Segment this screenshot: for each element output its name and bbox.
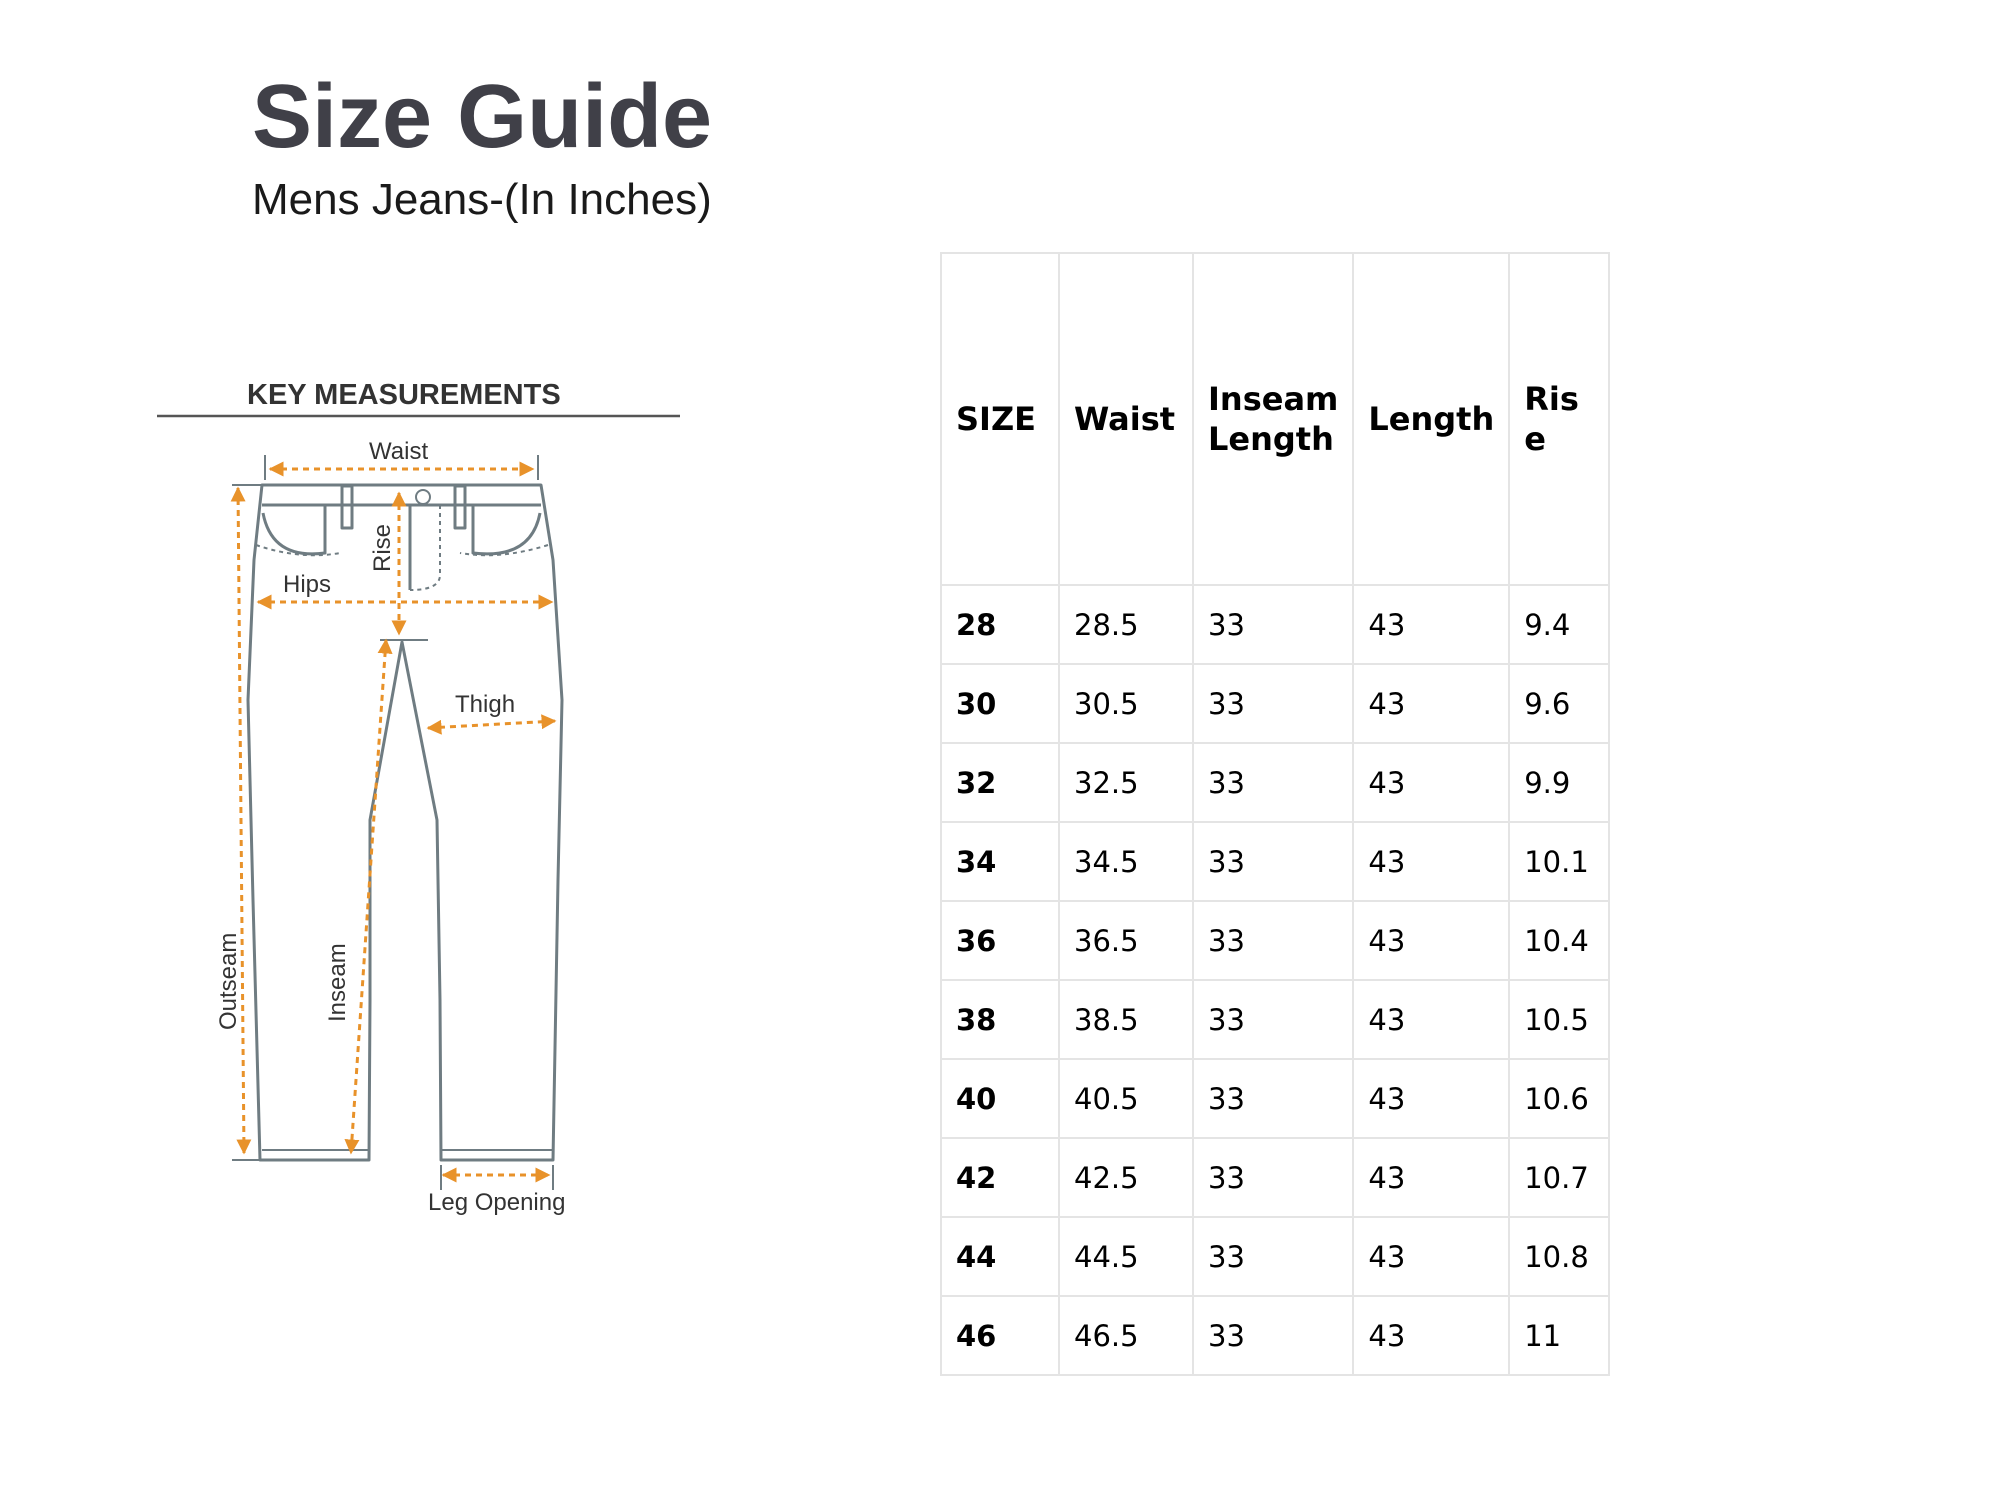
table-row: [941, 822, 1609, 901]
page-subtitle: Mens Jeans-(In Inches): [252, 175, 712, 224]
table-cell: 10.7: [1509, 1138, 1609, 1217]
rise-label: Rise: [369, 523, 396, 572]
table-cell: 34.5: [1059, 822, 1193, 901]
table-cell: 33: [1193, 901, 1353, 980]
hips-label: Hips: [283, 571, 332, 598]
table-cell: 33: [1193, 743, 1353, 822]
table-cell: 44.5: [1059, 1217, 1193, 1296]
table-cell: 11: [1509, 1296, 1609, 1375]
table-cell: 43: [1353, 743, 1509, 822]
table-cell: 44: [941, 1217, 1059, 1296]
table-cell: 33: [1193, 664, 1353, 743]
outseam-arrow: [238, 488, 244, 1153]
table-cell: 43: [1353, 822, 1509, 901]
table-cell: 9.9: [1509, 743, 1609, 822]
table-row: [941, 1138, 1609, 1217]
table-cell: 33: [1193, 1296, 1353, 1375]
table-cell: 30: [941, 664, 1059, 743]
table-cell: 42.5: [1059, 1138, 1193, 1217]
leg-opening-label: Leg Opening: [428, 1189, 566, 1216]
table-cell: 33: [1193, 1217, 1353, 1296]
table-row: [941, 901, 1609, 980]
table-row: [941, 1217, 1609, 1296]
table-cell: 9.4: [1509, 585, 1609, 664]
page-title: Size Guide: [252, 67, 713, 167]
table-cell: 10.5: [1509, 980, 1609, 1059]
outseam-label: Outseam: [215, 932, 242, 1030]
table-cell: 28: [941, 585, 1059, 664]
table-cell: 43: [1353, 1217, 1509, 1296]
table-cell: 43: [1353, 901, 1509, 980]
table-cell: 42: [941, 1138, 1059, 1217]
table-cell: 36.5: [1059, 901, 1193, 980]
table-header-row: [941, 253, 1609, 585]
table-cell: 33: [1193, 822, 1353, 901]
table-row: [941, 1296, 1609, 1375]
table-cell: 36: [941, 901, 1059, 980]
table-cell: 43: [1353, 1059, 1509, 1138]
table-cell: 30.5: [1059, 664, 1193, 743]
table-cell: 40.5: [1059, 1059, 1193, 1138]
table-cell: 33: [1193, 980, 1353, 1059]
table-row: [941, 664, 1609, 743]
table-cell: 43: [1353, 664, 1509, 743]
table-cell: 33: [1193, 585, 1353, 664]
thigh-arrow: [428, 721, 555, 728]
table-cell: 46: [941, 1296, 1059, 1375]
table-cell: 10.4: [1509, 901, 1609, 980]
table-cell: 32.5: [1059, 743, 1193, 822]
table-cell: 10.1: [1509, 822, 1609, 901]
header-rise: Ris e: [1509, 253, 1609, 585]
table-cell: 40: [941, 1059, 1059, 1138]
table-row: [941, 743, 1609, 822]
table-cell: 33: [1193, 1059, 1353, 1138]
table-cell: 43: [1353, 1138, 1509, 1217]
table-cell: 38.5: [1059, 980, 1193, 1059]
thigh-label: Thigh: [455, 691, 516, 718]
key-measurements-heading: KEY MEASUREMENTS: [247, 379, 561, 411]
table-cell: 28.5: [1059, 585, 1193, 664]
table-cell: 10.6: [1509, 1059, 1609, 1138]
inseam-label: Inseam: [324, 943, 351, 1022]
table-row: [941, 585, 1609, 664]
header-waist: Waist: [1059, 253, 1193, 585]
size-chart-table: [940, 252, 1610, 1376]
table-cell: 46.5: [1059, 1296, 1193, 1375]
jeans-measurement-diagram: [140, 360, 700, 1240]
header-size: SIZE: [941, 253, 1059, 585]
table-cell: 10.8: [1509, 1217, 1609, 1296]
table-cell: 38: [941, 980, 1059, 1059]
table-cell: 43: [1353, 585, 1509, 664]
table-row: [941, 1059, 1609, 1138]
table-cell: 32: [941, 743, 1059, 822]
table-cell: 43: [1353, 1296, 1509, 1375]
header-inseam-length: Inseam Length: [1193, 253, 1353, 585]
table-cell: 43: [1353, 980, 1509, 1059]
header-length: Length: [1353, 253, 1509, 585]
table-cell: 9.6: [1509, 664, 1609, 743]
table-cell: 34: [941, 822, 1059, 901]
table-row: [941, 980, 1609, 1059]
table-cell: 33: [1193, 1138, 1353, 1217]
waist-label: Waist: [369, 438, 429, 465]
